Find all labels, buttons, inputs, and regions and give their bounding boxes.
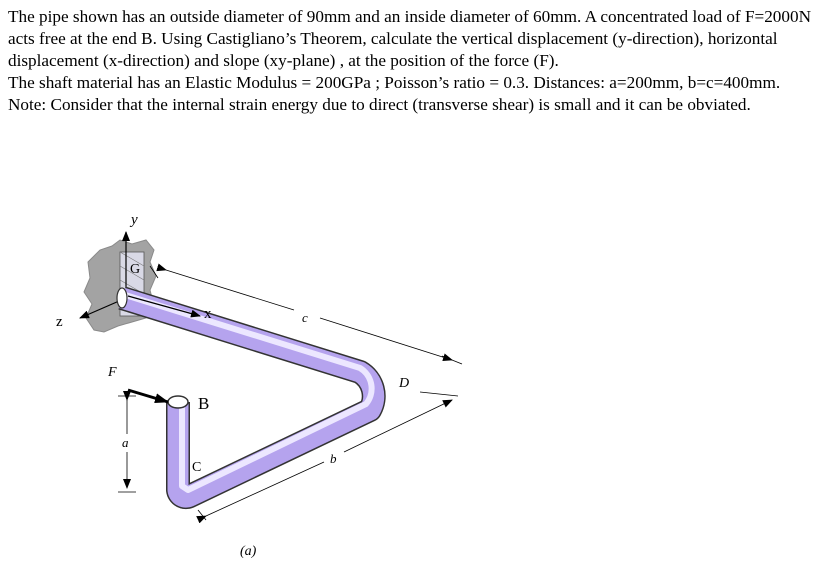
x-axis-label: x [204,306,212,322]
y-axis-label: y [131,212,138,228]
point-b-label: B [198,394,210,413]
dim-b-label: b [330,451,337,466]
force-label: F [108,365,117,380]
problem-paragraph-1: The pipe shown has an outside diameter of 90mm and an inside diameter of 60mm. A concentrated load of F=2000N acts free at the end B. Using Castigliano’s Theorem, calculate the vertical displacement (y-direction), horizontal displacement (x-direction) and slope (xy-plane) , at the position of the force (F). [8,7,811,70]
dim-b-ext-right [420,392,458,396]
point-c-label: C [192,460,202,475]
dim-b-ext-left [198,510,206,520]
dim-a-label: a [122,435,129,450]
figure-caption: (a) [240,544,257,559]
pipe-end-b [168,396,188,408]
problem-paragraph-2: The shaft material has an Elastic Modulus = 200GPa ; Poisson’s ratio = 0.3. Distances: a=200mm, b=c=400mm. [8,73,781,92]
dim-c-line [166,270,294,310]
point-d-label: D [399,376,410,391]
pipe-body [122,298,374,497]
pipe-end-g [117,288,127,308]
z-axis-label: z [56,314,63,330]
point-g-label: G [130,262,141,277]
dim-c-label: c [302,310,308,325]
problem-paragraph-3: Note: Consider that the internal strain energy due to direct (transverse shear) is small and it can be obviated. [8,95,751,114]
